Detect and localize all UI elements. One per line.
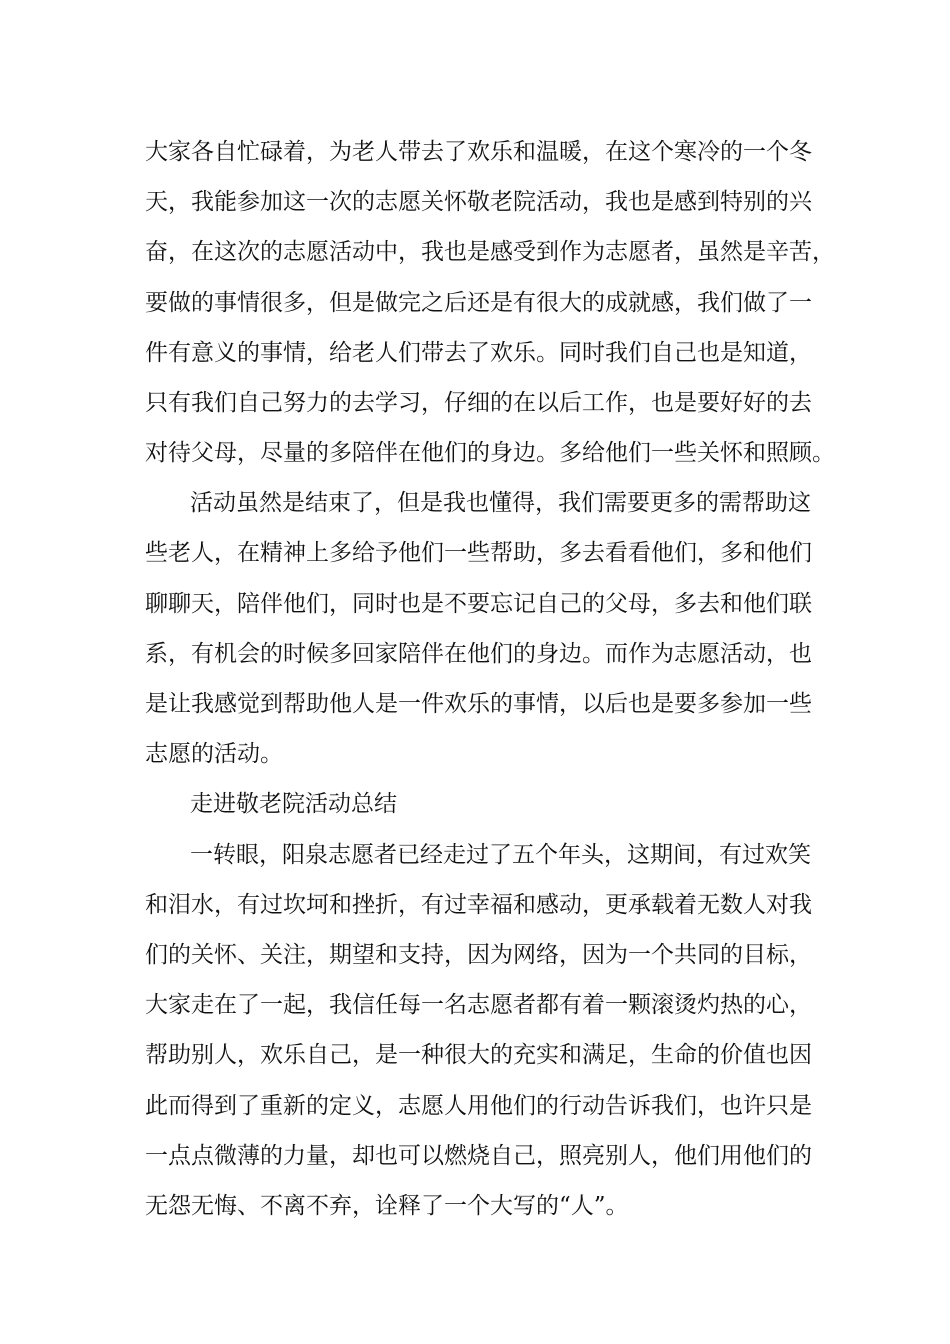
text-line: 系，有机会的时候多回家陪伴在他们的身边。而作为志愿活动，也 (145, 641, 812, 667)
text-line: 大家走在了一起，我信任每一名志愿者都有着一颗滚烫灼热的心， (145, 992, 812, 1018)
paragraph-start-line: 活动虽然是结束了，但是我也懂得，我们需要更多的需帮助这 (190, 490, 811, 516)
paragraph-start-line: 一转眼，阳泉志愿者已经走过了五个年头，这期间，有过欢笑 (190, 842, 811, 868)
text-line: 要做的事情很多，但是做完之后还是有很大的成就感，我们做了一 (145, 290, 812, 316)
text-line: 一点点微薄的力量，却也可以燃烧自己，照亮别人，他们用他们的 (145, 1143, 812, 1169)
text-line: 大家各自忙碌着，为老人带去了欢乐和温暖，在这个寒冷的一个冬 (145, 139, 812, 165)
text-line: 和泪水，有过坎坷和挫折，有过幸福和感动，更承载着无数人对我 (145, 892, 812, 918)
text-line: 只有我们自己努力的去学习，仔细的在以后工作，也是要好好的去 (145, 390, 812, 416)
text-line: 此而得到了重新的定义，志愿人用他们的行动告诉我们，也许只是 (145, 1093, 812, 1119)
text-line: 件有意义的事情，给老人们带去了欢乐。同时我们自己也是知道， (145, 340, 812, 366)
text-line: 天，我能参加这一次的志愿关怀敬老院活动，我也是感到特别的兴 (145, 189, 812, 215)
text-line: 聊聊天，陪伴他们，同时也是不要忘记自己的父母，多去和他们联 (145, 591, 812, 617)
text-line: 志愿的活动。 (145, 741, 283, 767)
text-line: 些老人，在精神上多给予他们一些帮助，多去看看他们，多和他们 (145, 540, 812, 566)
text-line: 无怨无悔、不离不弃，诠释了一个大写的“人”。 (145, 1193, 629, 1219)
section-heading: 走进敬老院活动总结 (190, 791, 397, 817)
text-line: 对待父母，尽量的多陪伴在他们的身边。多给他们一些关怀和照顾。 (145, 440, 835, 466)
text-line: 奋，在这次的志愿活动中，我也是感受到作为志愿者，虽然是辛苦， (145, 239, 835, 265)
text-line: 是让我感觉到帮助他人是一件欢乐的事情，以后也是要多参加一些 (145, 691, 812, 717)
text-line: 们的关怀、关注，期望和支持，因为网络，因为一个共同的目标， (145, 942, 812, 968)
text-line: 帮助别人，欢乐自己，是一种很大的充实和满足，生命的价值也因 (145, 1042, 812, 1068)
